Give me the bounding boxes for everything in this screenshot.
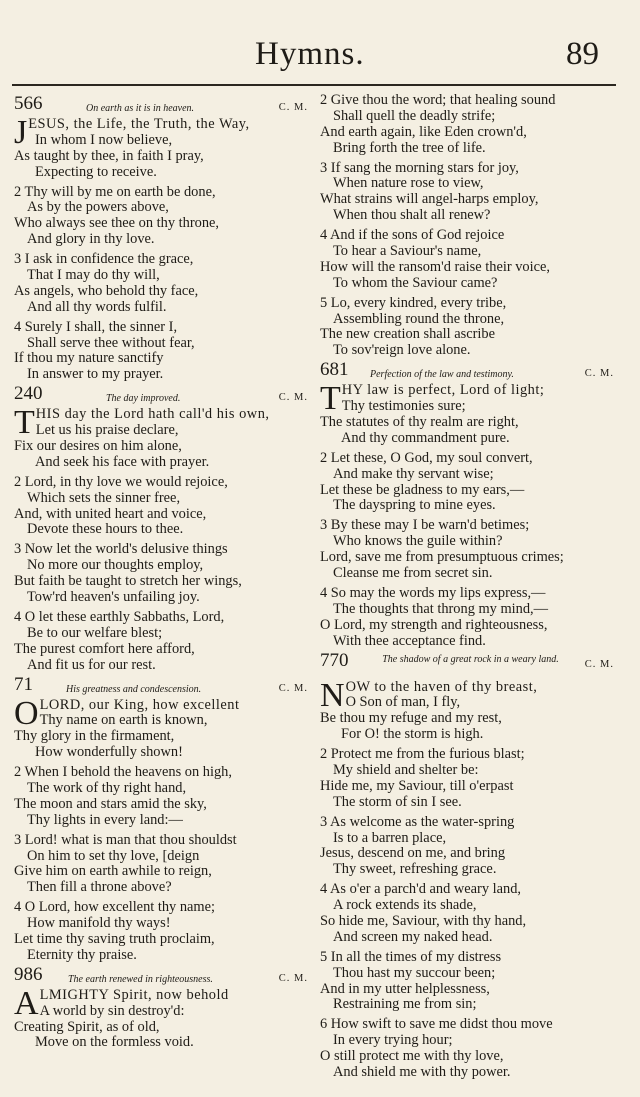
verse-line (320, 312, 620, 328)
verse-text: And all thy words fulfil. (27, 298, 167, 315)
stanza (14, 900, 314, 964)
verse-text: Restraining me from sin; (333, 996, 477, 1013)
verse-line (14, 1004, 314, 1020)
verse-text: Eternity thy praise. (27, 946, 137, 963)
verse-line (320, 1065, 620, 1081)
verse-line (320, 634, 620, 650)
stanza (320, 586, 620, 650)
verse-line (320, 795, 620, 811)
verse-text: The new creation shall ascribe (320, 326, 496, 343)
verse-line (320, 399, 620, 415)
verse-line (14, 849, 314, 865)
verse-line (320, 695, 620, 711)
verse-line (320, 518, 620, 534)
verse-text: 3 As welcome as the water-spring (320, 813, 515, 830)
verse-text: HIS day the Lord hath call'd his own, (35, 406, 270, 423)
verse-line (320, 550, 620, 566)
verse-text: If thou my nature sanctify (14, 350, 164, 367)
verse-text: Cleanse me from secret sin. (333, 565, 493, 582)
stanza (320, 380, 620, 447)
hymn-title: His greatness and condescension. (66, 683, 202, 695)
verse-line (320, 498, 620, 514)
verse-line (14, 475, 314, 491)
hymn-title: Perfection of the law and testimony. (370, 369, 514, 381)
verse-text: As by the powers above, (27, 199, 169, 216)
verse-text: Thy testimonies sure; (341, 398, 466, 415)
verse-text: 3 Now let the world's delusive things (14, 541, 228, 558)
verse-text: When thou shalt all renew? (333, 207, 491, 224)
hymn-meter: C. M. (278, 972, 308, 984)
verse-text: And thy commandment pure. (341, 429, 510, 446)
verse-text: As angels, who behold thy face, (14, 282, 199, 299)
verse-line (14, 252, 314, 268)
verse-text: How will the ransom'd raise their voice, (320, 258, 550, 275)
verse-text: 2 Protect me from the furious blast; (320, 746, 525, 763)
drop-cap: J (14, 114, 28, 151)
verse-line (14, 590, 314, 606)
stanza (14, 252, 314, 316)
verse-text: Tow'rd heaven's unfailing joy. (27, 589, 200, 606)
stanza (14, 984, 314, 1052)
verse-text: Then fill a throne above? (27, 879, 172, 896)
hymn-number: 986 (14, 963, 43, 985)
stanza (14, 404, 314, 471)
verse-line (320, 208, 620, 224)
stanza (14, 542, 314, 606)
verse-line (320, 950, 620, 966)
verse-text: Give him on earth awhile to reign, (14, 863, 212, 880)
verse-text: Let time thy saving truth proclaim, (14, 930, 215, 947)
verse-line (14, 320, 314, 336)
verse-text: 6 How swift to save me didst thou move (320, 1016, 553, 1033)
verse-text: My shield and shelter be: (333, 761, 479, 778)
verse-line (320, 431, 620, 447)
verse-text: 4 And if the sons of God rejoice (320, 227, 505, 244)
verse-line (14, 284, 314, 300)
verse-text: Be thou my refuge and my rest, (320, 710, 502, 727)
verse-text: Who knows the guile within? (333, 533, 503, 550)
verse-line (320, 763, 620, 779)
verse-text: And shield me with thy power. (333, 1063, 511, 1080)
verse-line (14, 745, 314, 761)
stanza (14, 833, 314, 897)
hymn-meter: C. M. (278, 392, 308, 404)
verse-line (320, 276, 620, 292)
verse-line (14, 439, 314, 455)
hymn-number: 681 (320, 359, 349, 381)
verse-text: 3 I ask in confidence the grace, (14, 251, 194, 268)
verse-text: To whom the Saviour came? (333, 274, 498, 291)
stanza (320, 518, 620, 582)
hymn-meter: C. M. (278, 102, 308, 113)
hymn-title: The day improved. (106, 393, 181, 405)
verse-text: On him to set thy love, [deign (27, 847, 200, 864)
verse-text: O still protect me with thy love, (320, 1048, 504, 1065)
verse-text: Shall quell the deadly strife; (333, 107, 496, 124)
verse-line (320, 415, 620, 431)
verse-line (320, 727, 620, 743)
hymn-block (14, 673, 314, 964)
stanza (14, 185, 314, 249)
verse-text: Thy lights in every land:— (27, 811, 183, 828)
stanza (14, 114, 314, 181)
verse-text: But faith be taught to stretch her wings, (14, 573, 242, 590)
stanza (320, 882, 620, 946)
verse-line (320, 898, 620, 914)
verse-text: And glory in thy love. (27, 231, 155, 248)
verse-line (14, 200, 314, 216)
verse-text: No more our thoughts employ, (27, 557, 204, 574)
hymn-meter: C. M. (278, 682, 308, 694)
stanza (320, 950, 620, 1014)
verse-line (320, 997, 620, 1013)
verse-line (320, 125, 620, 141)
verse-text: Assembling round the throne, (333, 310, 505, 327)
verse-text: HY law is perfect, Lord of light; (341, 382, 545, 399)
verse-line (14, 729, 314, 745)
verse-text: And make thy servant wise; (333, 465, 494, 482)
verse-text: O Lord, my strength and righteousness, (320, 616, 548, 633)
verse-text: 2 Thy will by me on earth be done, (14, 183, 216, 200)
verse-line (14, 1035, 314, 1051)
verse-line (14, 455, 314, 471)
verse-line (14, 797, 314, 813)
verse-text: Move on the formless void. (35, 1034, 194, 1051)
verse-line (320, 862, 620, 878)
verse-text: So hide me, Saviour, with thy hand, (320, 912, 527, 929)
verse-line (14, 988, 314, 1004)
verse-line (320, 296, 620, 312)
verse-line (14, 833, 314, 849)
hymn-number: 71 (14, 673, 33, 695)
verse-text: 2 Lord, in thy love we would rejoice, (14, 473, 228, 490)
verse-text: Jesus, descend on me, and bring (320, 845, 506, 862)
hymn-heading (320, 359, 620, 383)
stanza (320, 296, 620, 360)
verse-text: To hear a Saviour's name, (333, 243, 482, 260)
right-column (320, 93, 620, 1085)
hymn-block (14, 963, 314, 1052)
verse-line (14, 165, 314, 181)
verse-line (320, 747, 620, 763)
verse-text: Which sets the sinner free, (27, 489, 181, 506)
verse-line (320, 618, 620, 634)
verse-text: As taught by thee, in faith I pray, (14, 147, 204, 164)
verse-text: Let these be gladness to my ears,— (320, 481, 525, 498)
verse-line (14, 864, 314, 880)
verse-text: A world by sin destroy'd: (39, 1002, 185, 1019)
page-header (0, 36, 640, 76)
verse-text: The thoughts that throng my mind,— (333, 600, 549, 617)
verse-line (320, 846, 620, 862)
verse-text: The work of thy right hand, (27, 779, 187, 796)
verse-text: Lord, save me from presumptuous crimes; (320, 549, 564, 566)
stanza (320, 815, 620, 879)
stanza (320, 161, 620, 225)
verse-text: That I may do thy will, (27, 267, 160, 284)
verse-text: LMIGHTY Spirit, now behold (39, 986, 229, 1003)
verse-text: The statutes of thy realm are right, (320, 414, 519, 431)
hymn-heading (14, 93, 314, 117)
verse-line (14, 491, 314, 507)
verse-line (320, 586, 620, 602)
verse-line (14, 133, 314, 149)
hymn-block (14, 93, 314, 383)
stanza (320, 747, 620, 811)
verse-line (320, 260, 620, 276)
verse-line (14, 765, 314, 781)
verse-line (320, 930, 620, 946)
verse-line (320, 982, 620, 998)
verse-text: And fit us for our rest. (27, 656, 156, 673)
verse-text: 5 Lo, every kindred, every tribe, (320, 294, 507, 311)
verse-line (320, 1017, 620, 1033)
verse-line (320, 383, 620, 399)
verse-text: 4 So may the words my lips express,— (320, 584, 546, 601)
verse-text: 4 O Lord, how excellent thy name; (14, 899, 216, 916)
verse-text: For O! the storm is high. (341, 726, 484, 743)
verse-line (14, 117, 314, 133)
verse-line (14, 880, 314, 896)
verse-text: What strains will angel-harps employ, (320, 191, 539, 208)
stanza (14, 694, 314, 762)
verse-line (320, 161, 620, 177)
verse-text: Is to a barren place, (333, 829, 447, 846)
verse-text: In whom I now believe, (35, 131, 173, 148)
verse-text: 2 Give thou the word; that healing sound (320, 92, 556, 108)
verse-line (14, 336, 314, 352)
verse-text: In answer to my prayer. (27, 366, 164, 383)
verse-line (320, 109, 620, 125)
verse-text: 4 As o'er a parch'd and weary land, (320, 881, 521, 898)
verse-line (320, 779, 620, 795)
verse-line (14, 232, 314, 248)
hymn-heading (14, 963, 314, 988)
verse-line (14, 713, 314, 729)
verse-line (14, 626, 314, 642)
verse-text: And screen my naked head. (333, 928, 493, 945)
verse-line (320, 228, 620, 244)
stanza (320, 676, 620, 744)
drop-cap: O (14, 694, 39, 732)
page-title: Hymns. (255, 36, 365, 72)
verse-line (320, 711, 620, 727)
verse-line (14, 300, 314, 316)
verse-text: Who always see thee on thy throne, (14, 215, 220, 232)
verse-text: 3 By these may I be warn'd betimes; (320, 517, 530, 534)
hymn-number: 240 (14, 383, 43, 405)
verse-text: Thou hast my succour been; (333, 964, 496, 981)
verse-line (14, 642, 314, 658)
hymn-heading (14, 383, 314, 407)
verse-text: The dayspring to mine eyes. (333, 497, 496, 514)
drop-cap: T (320, 380, 341, 418)
verse-line (320, 914, 620, 930)
verse-line (320, 93, 620, 109)
hymn-block (320, 649, 620, 1081)
hymn-heading (14, 673, 314, 698)
verse-text: In every trying hour; (333, 1032, 453, 1049)
verse-text: A rock extends its shade, (333, 897, 477, 914)
verse-line (14, 423, 314, 439)
verse-line (320, 882, 620, 898)
verse-line (320, 566, 620, 582)
hymn-meter: C. M. (584, 368, 614, 380)
drop-cap: A (14, 984, 39, 1022)
verse-text: And, with united heart and voice, (14, 505, 207, 522)
verse-line (14, 351, 314, 367)
stanza (14, 610, 314, 674)
verse-line (14, 658, 314, 674)
verse-text: LORD, our King, how excellent (39, 696, 240, 713)
verse-line (14, 698, 314, 714)
verse-text: The storm of sin I see. (333, 793, 462, 810)
verse-text: 2 Let these, O God, my soul convert, (320, 449, 533, 466)
stanza (320, 93, 620, 157)
verse-line (320, 467, 620, 483)
verse-line (320, 1033, 620, 1049)
verse-line (14, 542, 314, 558)
verse-line (320, 327, 620, 343)
verse-line (14, 1020, 314, 1036)
verse-line (320, 680, 620, 696)
drop-cap: T (14, 404, 35, 442)
verse-text: Hide me, my Saviour, till o'erpast (320, 777, 514, 794)
verse-line (14, 268, 314, 284)
verse-line (320, 1049, 620, 1065)
verse-text: With thee acceptance find. (333, 632, 486, 649)
verse-line (14, 610, 314, 626)
verse-text: Thy glory in the firmament, (14, 728, 175, 745)
verse-line (320, 192, 620, 208)
hymn-meter: C. M. (584, 658, 614, 670)
verse-text: How wonderfully shown! (35, 744, 183, 761)
header-rule (12, 84, 616, 86)
verse-line (14, 522, 314, 538)
verse-text: The moon and stars amid the sky, (14, 795, 207, 812)
verse-line (14, 948, 314, 964)
stanza (320, 228, 620, 292)
verse-line (14, 407, 314, 423)
stanza (14, 475, 314, 539)
left-column (14, 93, 314, 1055)
verse-text: When nature rose to view, (333, 175, 484, 192)
verse-line (320, 815, 620, 831)
verse-text: Expecting to receive. (35, 163, 157, 180)
verse-line (14, 149, 314, 165)
verse-text: 4 O let these earthly Sabbaths, Lord, (14, 608, 225, 625)
verse-text: 4 Surely I shall, the sinner I, (14, 318, 178, 335)
verse-line (14, 574, 314, 590)
verse-line (320, 831, 620, 847)
verse-text: OW to the haven of thy breast, (345, 678, 538, 695)
verse-text: The purest comfort here afford, (14, 640, 195, 657)
verse-text: How manifold thy ways! (27, 915, 171, 932)
verse-line (320, 966, 620, 982)
verse-line (14, 185, 314, 201)
verse-text: Thy sweet, refreshing grace. (333, 861, 497, 878)
verse-line (320, 602, 620, 618)
verse-line (14, 367, 314, 383)
hymn-number: 770 (320, 649, 349, 671)
verse-text: 5 In all the times of my distress (320, 948, 502, 965)
verse-line (320, 141, 620, 157)
verse-line (14, 900, 314, 916)
hymn-block (14, 383, 314, 673)
verse-line (320, 176, 620, 192)
stanza (320, 451, 620, 515)
verse-line (320, 244, 620, 260)
verse-line (320, 483, 620, 499)
verse-text: 2 When I behold the heavens on high, (14, 764, 232, 781)
hymn-heading (320, 649, 620, 680)
verse-text: And seek his face with prayer. (35, 453, 210, 470)
verse-text: Creating Spirit, as of old, (14, 1018, 160, 1035)
verse-text: Shall serve thee without fear, (27, 334, 195, 351)
verse-line (14, 916, 314, 932)
verse-line (14, 507, 314, 523)
verse-text: And in my utter helplessness, (320, 980, 490, 997)
verse-text: Thy name on earth is known, (39, 712, 208, 729)
verse-text: Let us his praise declare, (35, 422, 179, 439)
stanza (14, 320, 314, 384)
stanza (320, 1017, 620, 1081)
verse-line (320, 343, 620, 359)
verse-line (14, 781, 314, 797)
verse-line (320, 451, 620, 467)
verse-text: ESUS, the Life, the Truth, the Way, (28, 116, 250, 132)
verse-text: 3 If sang the morning stars for joy, (320, 159, 519, 176)
verse-text: Bring forth the tree of life. (333, 139, 486, 156)
verse-line (14, 932, 314, 948)
verse-text: And earth again, like Eden crown'd, (320, 123, 527, 140)
verse-text: O Son of man, I fly, (345, 694, 461, 711)
verse-line (320, 534, 620, 550)
drop-cap: N (320, 676, 345, 714)
verse-text: To sov'reign love alone. (333, 342, 471, 359)
page-number: 89 (566, 36, 599, 72)
hymn-block (320, 359, 620, 649)
hymn-block (320, 93, 620, 359)
verse-text: Devote these hours to thee. (27, 521, 184, 538)
hymn-number: 566 (14, 93, 43, 114)
hymn-title: The earth renewed in righteousness. (68, 973, 213, 985)
verse-line (14, 216, 314, 232)
verse-text: 3 Lord! what is man that thou shouldst (14, 831, 237, 848)
verse-line (14, 813, 314, 829)
verse-text: Fix our desires on him alone, (14, 438, 182, 455)
verse-text: Be to our welfare blest; (27, 624, 163, 641)
stanza (14, 765, 314, 829)
verse-line (14, 558, 314, 574)
hymn-title: On earth as it is in heaven. (86, 103, 195, 114)
hymn-title: The shadow of a great rock in a weary land. (382, 653, 559, 665)
